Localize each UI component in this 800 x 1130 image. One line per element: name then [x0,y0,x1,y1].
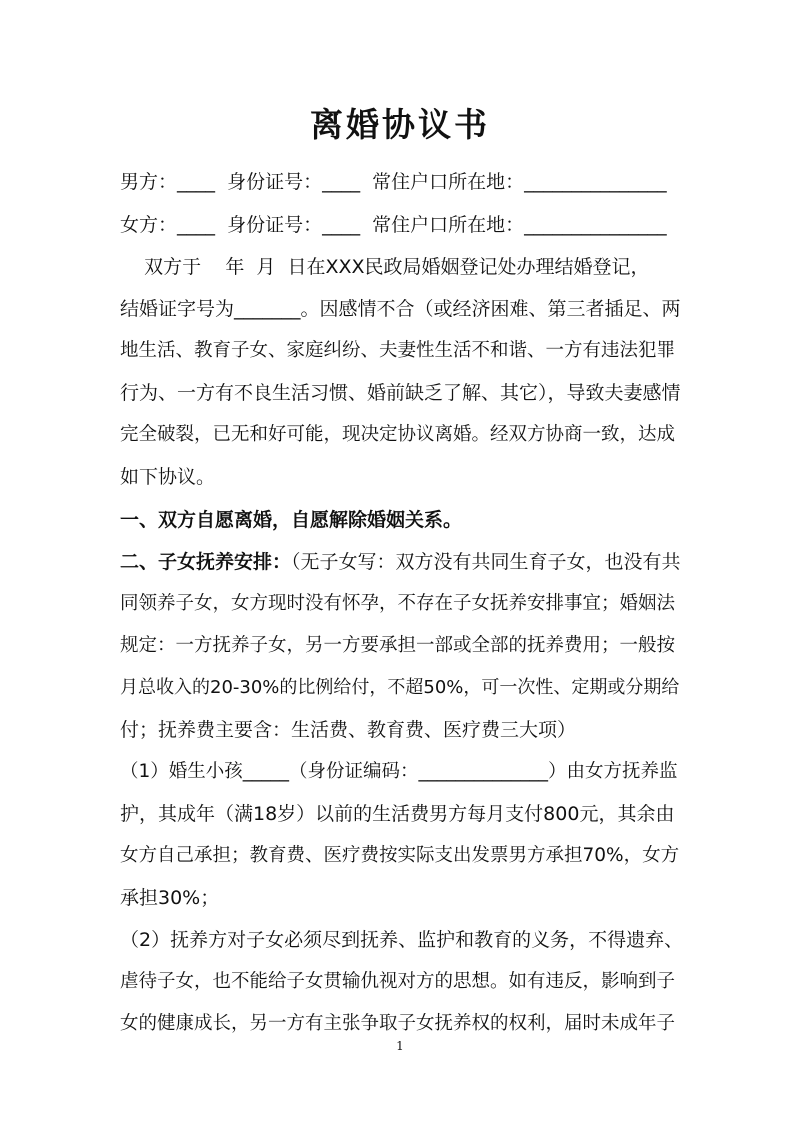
intro-line: 双方于 年 月 日在XXX民政局婚姻登记处办理结婚登记， [120,256,650,278]
section-2-heading: 二、子女抚养安排： [120,551,292,573]
section-1-heading: 一、双方自愿离婚，自愿解除婚姻关系。 [120,509,463,531]
section-2-line: 规定：一方抚养子女，另一方要承担一部或全部的抚养费用；一般按 [120,635,676,656]
document-title: 离婚协议书 [310,105,490,144]
female-party-line: 女方：____ 身份证号：____ 常住户口所在地：_______________ [120,214,667,236]
item-2-line: 虐待子女，也不能给子女贯输仇视对方的思想。如有违反，影响到子 [120,971,676,992]
item-1-line: 女方自己承担；教育费、医疗费按实际支出发票男方承担70%，女方 [120,845,680,866]
item-1-line: （1）婚生小孩_____（身份证编码：______________）由女方抚养监 [120,761,678,782]
page-number: 1 [396,1039,404,1053]
section-2-first-line [120,548,685,576]
section-2-line: 月总收入的20-30%的比例给付，不超50%，可一次性、定期或分期给 [120,677,680,698]
section-2-line: 付；抚养费主要含：生活费、教育费、医疗费三大项） [120,719,577,741]
section-2-text: （无子女写：双方没有共同生育子女，也没有共 [291,551,681,573]
item-2-line: （2）抚养方对子女必须尽到抚养、监护和教育的义务，不得遗弃、 [120,929,684,951]
intro-line: 结婚证字号为_______。因感情不合（或经济困难、第三者插足、两 [120,298,681,320]
intro-line: 行为、一方有不良生活习惯、婚前缺乏了解、其它），导致夫妻感情 [120,382,681,404]
male-party-line: 男方：____ 身份证号：____ 常住户口所在地：_______________ [120,171,667,193]
intro-line: 地生活、教育子女、家庭纠纷、夫妻性生活不和谐、一方有违法犯罪 [120,340,676,361]
intro-line: 完全破裂，已无和好可能，现决定协议离婚。经双方协商一致，达成 [120,424,676,445]
item-1-line: 承担30%； [120,887,220,909]
item-1-line: 护，其成年（满18岁）以前的生活费男方每月支付800元，其余由 [120,803,675,825]
section-2-line: 同领养子女，女方现时没有怀孕，不存在子女抚养安排事宜；婚姻法 [120,593,676,614]
item-2-line: 女的健康成长，另一方有主张争取子女抚养权的权利，届时未成年子 [120,1013,676,1034]
intro-line: 如下协议。 [120,466,216,488]
